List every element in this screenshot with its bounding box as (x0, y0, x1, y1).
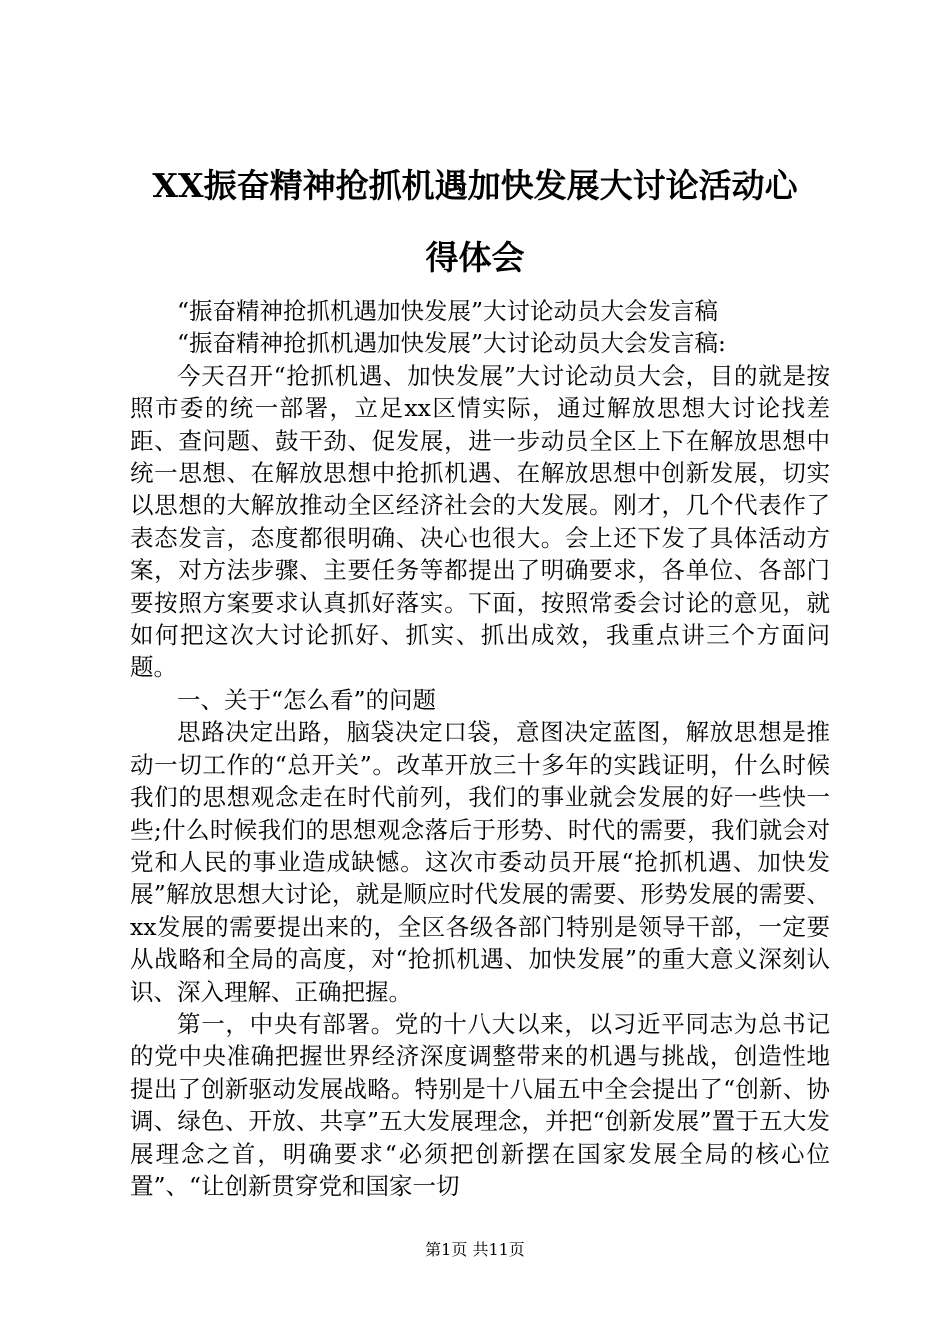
paragraph-point-one: 第一，中央有部署。党的十八大以来，以习近平同志为总书记的党中央准确把握世界经济深度调整带来的机遇与挑战，创造性地提出了创新驱动发展战略。特别是十八届五中全会提出了“创新、协调、绿色、开放、共享”五大发展理念，并把“创新发展”置于五大发展理念之首，明确要求“必须把创新摆在国家发展全局的核心位置”、“让创新贯穿党和国家一切 (130, 1009, 830, 1200)
page-footer: 第1页 共11页 (425, 1240, 525, 1259)
document-body (130, 295, 830, 1202)
paragraph-subtitle: “振奋精神抢抓机遇加快发展”大讨论动员大会发言稿 (177, 297, 719, 325)
paragraph-subtitle-repeat: “振奋精神抢抓机遇加快发展”大讨论动员大会发言稿: (177, 329, 726, 358)
paragraph-opening: 今天召开“抢抓机遇、加快发展”大讨论动员大会，目的就是按照市委的统一部署，立足xx区情实际，通过解放思想大讨论找差距、查问题、鼓干劲、促发展，进一步动员全区上下在解放思想中统一思想、在解放思想中抢抓机遇、在解放思想中创新发展，切实以思想的大解放推动全区经济社会的大发展。刚才，几个代表作了表态发言，态度都很明确、决心也很大。会上还下发了具体活动方案，对方法步骤、主要任务等都提出了明确要求，各单位、各部门要按照方案要求认真抓好落实。下面，按照常委会讨论的意见，就如何把这次大讨论抓好、抓实、抓出成效，我重点讲三个方面问题。 (130, 361, 830, 682)
section-heading: 一、关于“怎么看”的问题 (177, 685, 437, 714)
paragraph-section-intro: 思路决定出路，脑袋决定口袋，意图决定蓝图，解放思想是推动一切工作的“总开关”。改革开放三十多年的实践证明，什么时候我们的思想观念走在时代前列，我们的事业就会发展的好一些快一些;什么时候我们的思想观念落后于形势、时代的需要，我们就会对党和人民的事业造成缺憾。这次市委动员开展“抢抓机遇、加快发展”解放思想大讨论，就是顺应时代发展的需要、形势发展的需要、xx发展的需要提出来的，全区各级各部门特别是领导干部，一定要从战略和全局的高度，对“抢抓机遇、加快发展”的重大意义深刻认识、深入理解、正确把握。 (130, 718, 830, 1006)
title-line-1: XX振奋精神抢抓机遇加快发展大讨论活动心 (152, 166, 798, 205)
title-line-2: 得体会 (425, 238, 525, 277)
document-title (95, 160, 855, 284)
